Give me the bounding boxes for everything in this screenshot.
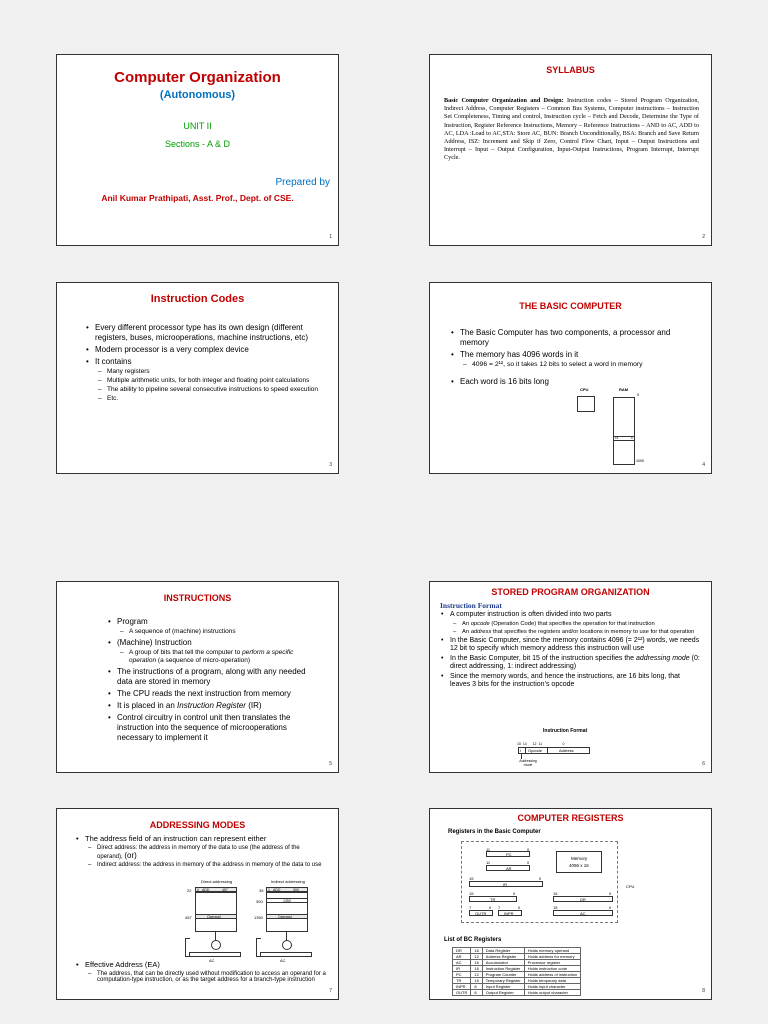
direct-addressing-title: Direct addressing (201, 879, 233, 884)
memory-size: 4096 x 16 (569, 863, 589, 868)
operand: Operand (207, 915, 221, 919)
text-italic: Instruction Register (177, 701, 246, 710)
inpr-register (498, 910, 522, 916)
cpu-label: CPU (626, 884, 635, 889)
table-cell: 12 (471, 954, 482, 960)
text-italic: opcode (470, 620, 490, 627)
table-cell: Address Register (482, 954, 524, 960)
bullet-text: (Machine) Instruction (117, 638, 192, 647)
table-cell: Program Counter (482, 972, 524, 978)
table-cell: Processor register (524, 960, 580, 966)
sub-bullet: – Indirect address: the address in memory of the address in memory of the data to use (97, 862, 326, 869)
slide-number: 4 (702, 462, 705, 468)
word-bit-15: 15 (615, 436, 619, 440)
n15: 15 (553, 891, 558, 896)
syllabus-text (444, 97, 699, 163)
bullet (450, 655, 701, 672)
bullet: • Each word is 16 bits long (460, 377, 699, 387)
bullet (117, 617, 316, 636)
slide4-title: THE BASIC COMPUTER (519, 301, 622, 311)
table-cell: AR (453, 954, 471, 960)
slide6-subtitle: Instruction Format (440, 601, 502, 610)
pointer-value: 1350 (283, 899, 291, 903)
opcode: ADD (273, 888, 281, 892)
text: (0: direct addressing, 1: indirect addressing) (450, 654, 700, 670)
addr-22: 22 (187, 888, 192, 893)
bullet: • Every different processor type has its own design (different registers, buses, microoperations, machine instructions, etc) (95, 323, 324, 343)
table-row (453, 990, 581, 996)
slide-4 (429, 282, 712, 474)
sub-bullet: – The address, that can be directly used without modification to access an operand for a computation-type instruction, or as the target address for a branch-type instruction (97, 971, 326, 984)
bullet (460, 350, 699, 369)
sub-bullet (462, 629, 701, 636)
direct-feedback (185, 938, 190, 957)
memory-box (556, 851, 602, 873)
text: It is placed in an (117, 701, 178, 710)
divider (547, 748, 548, 753)
n15: 15 (469, 876, 474, 881)
ac-register (553, 910, 613, 916)
n0: 0 (609, 891, 612, 896)
direct-ac (189, 952, 241, 957)
table-cell: INPR (453, 984, 471, 990)
ram-addr-0: 0 (637, 392, 640, 397)
n0: 0 (527, 847, 530, 852)
i-field: I (520, 748, 522, 753)
dr-register (553, 896, 613, 902)
table-cell: 8 (471, 990, 482, 996)
memory-label: Memory (571, 856, 588, 861)
slide-number: 7 (329, 988, 332, 994)
address: 300 (293, 888, 299, 892)
text: Direct address: the address in memory of the data to use (the address of the operand), (97, 844, 300, 860)
direct-adder (211, 940, 221, 950)
i-bit: 0 (197, 888, 199, 892)
slide7-title: ADDRESSING MODES (149, 820, 246, 830)
bit-positions: 15 14 12 11 0 (517, 742, 565, 746)
ram-label: RAM (619, 387, 629, 392)
slide1-unit: UNIT II (183, 121, 212, 131)
bc-registers-table (452, 947, 581, 996)
table-cell: Holds address for memory (524, 954, 580, 960)
table-cell: 16 (471, 960, 482, 966)
slide-8 (429, 808, 712, 1000)
slide-number: 8 (702, 988, 705, 994)
text-italic: address (470, 628, 492, 635)
text: An (462, 628, 471, 635)
instruction-word (518, 747, 590, 754)
bullet (117, 638, 316, 665)
bullet (85, 835, 326, 869)
bullet: • Control circuitry in control unit then translates the instruction into the sequence of microoperations necessary to implement it (117, 713, 316, 743)
list-title: List of BC Registers (444, 937, 502, 943)
n11: 11 (486, 860, 491, 865)
slide2-title: SYLLABUS (546, 65, 595, 75)
slide-number: 6 (702, 761, 705, 767)
slide8-title: COMPUTER REGISTERS (517, 813, 624, 823)
bullet: • The CPU reads the next instruction from memory (117, 689, 316, 699)
bullet-text: The memory has 4096 words in it (460, 350, 579, 359)
n0: 0 (609, 905, 612, 910)
table-cell: 16 (471, 978, 482, 984)
n7: 7 (498, 905, 501, 910)
table-cell: Input Register (482, 984, 524, 990)
indirect-adder (282, 940, 292, 950)
sub-bullet: – Multiple arithmetic units, for both integer and floating point calculations (107, 377, 324, 385)
table-cell: DR (453, 948, 471, 954)
slide1-prepared-by: Prepared by (275, 177, 330, 188)
address-field: Address (559, 748, 574, 753)
table-cell: 16 (471, 948, 482, 954)
text: that specifies the registers and/or locations in memory to use for that operation (491, 628, 695, 635)
sub-bullet: – A sequence of (machine) instructions (129, 628, 316, 636)
slide-2 (429, 54, 712, 246)
text: A group of bits that tell the computer to (129, 649, 243, 656)
table-cell: Data Register (482, 948, 524, 954)
bullet: • In the Basic Computer, since the memory contains 4096 (= 2¹²) words, we needs 12 bit to specify which memory address this instruction will use (450, 637, 701, 654)
sub-bullet (462, 621, 701, 628)
table-cell: Holds output character (524, 990, 580, 996)
slide8-subtitle: Registers in the Basic Computer (448, 829, 541, 835)
or-label: (or) (124, 850, 137, 860)
outr-register (469, 910, 493, 916)
slide-1 (56, 54, 339, 246)
indirect-pointer (266, 898, 308, 903)
bullet-text: Program (117, 617, 148, 626)
cpu-box (577, 396, 595, 412)
ram-box (613, 397, 635, 465)
opcode-field: Opcode (528, 748, 543, 753)
slide-number: 3 (329, 462, 332, 468)
n7: 7 (469, 905, 472, 910)
slide-7 (56, 808, 339, 1000)
table-cell: OUTR (453, 990, 471, 996)
tr-register (469, 896, 517, 902)
text: An (462, 620, 471, 627)
slide-number: 1 (329, 234, 332, 240)
slide1-sections: Sections - A & D (164, 139, 231, 149)
addressing-mode-label: Addressing mode (519, 759, 537, 767)
n15: 15 (553, 905, 558, 910)
table-cell: PC (453, 972, 471, 978)
syllabus-body: Instruction codes – Stored Program Organization, Indirect Address, Computer Registers – Common Bus Systems, Computer instructions – Instruction Set Completeness, Timing and control, Instruction cycle – Fetch and Decode, Determine the Type of Instruction, Register Reference Instructions, Memory – Reference Instructions – AND to AC, ADD to AC, LDA :Load to AC,STA: Store AC, BUN: Branch Unconditionally, BSA: Branch and Save Return Address, ISZ: Increment and Skip if Zero, Control Flow Chart, Input – Output Instructions and Interrupt – Input – Output Configuration, Input-Output Instructions, Program Interrupt, Interrupt Cycle. (444, 97, 699, 162)
n0: 0 (513, 891, 516, 896)
text-italic: addressing mode (636, 654, 690, 662)
indirect-addressing-title: Indirect addressing (271, 879, 305, 884)
sub-bullet: – 4096 = 2¹², so it takes 12 bits to select a word in memory (472, 361, 699, 369)
bullet (85, 961, 326, 984)
n11: 11 (486, 847, 491, 852)
n0: 0 (489, 905, 492, 910)
opcode: ADD (202, 888, 210, 892)
slide1-title: Computer Organization (114, 69, 281, 86)
slide1-subtitle: (Autonomous) (159, 89, 236, 101)
text: (a sequence of micro-operation) (156, 657, 251, 664)
bullet (450, 611, 701, 636)
slide-5 (56, 581, 339, 773)
syllabus-heading: Basic Computer Organization and Design: (444, 97, 564, 104)
table-cell: Holds address of instruction (524, 972, 580, 978)
word-bit-0: 0 (631, 436, 633, 440)
n0: 0 (539, 876, 542, 881)
tr-label: TR (490, 897, 496, 902)
table-cell: Accumulator (482, 960, 524, 966)
table-cell: 8 (471, 984, 482, 990)
addr-300: 300 (256, 899, 263, 904)
indirect-ac (260, 952, 312, 957)
slide-3 (56, 282, 339, 474)
table-cell: 12 (471, 972, 482, 978)
direct-operand (195, 914, 237, 919)
ram-addr-4095: 4095 (636, 459, 644, 463)
table-cell: Instruction Register (482, 966, 524, 972)
dr-label: DR (580, 897, 586, 902)
table-cell: Output Register (482, 990, 524, 996)
table-cell: Holds memory operand (524, 948, 580, 954)
ir-register (469, 881, 543, 887)
sub-bullet: – The ability to pipeline several consecutive instructions to speed execution (107, 386, 324, 394)
ar-register (486, 865, 530, 871)
slide3-title: Instruction Codes (150, 293, 245, 305)
ar-label: AR (506, 866, 512, 871)
slide5-title: INSTRUCTIONS (163, 593, 232, 603)
sub-bullet (129, 649, 316, 665)
table-cell: Holds input character (524, 984, 580, 990)
table-cell: IR (453, 966, 471, 972)
bullet (95, 357, 324, 403)
outr-label: OUTR (475, 911, 487, 916)
cpu-label: CPU (580, 387, 589, 392)
bullet-text: The address field of an instruction can represent either (85, 834, 267, 843)
i-bit: 1 (268, 888, 270, 892)
indirect-feedback (256, 938, 261, 957)
operand: Operand (278, 915, 292, 919)
bullet (117, 701, 316, 711)
table-cell: TR (453, 978, 471, 984)
ir-label: IR (503, 882, 507, 887)
slide-number: 5 (329, 761, 332, 767)
sub-bullet: – Many registers (107, 368, 324, 376)
text: (IR) (245, 701, 262, 710)
direct-memory (195, 892, 237, 932)
indirect-operand (266, 914, 308, 919)
table-cell: AC (453, 960, 471, 966)
slide-6 (429, 581, 712, 773)
n15: 15 (469, 891, 474, 896)
bullet: • The Basic Computer has two components, a processor and memory (460, 328, 699, 348)
ac-label: AC (580, 911, 586, 916)
inpr-label: INPR (504, 911, 514, 916)
instruction-format-title: Instruction Format (543, 728, 588, 734)
text: In the Basic Computer, bit 15 of the instruction specifies the (450, 654, 636, 662)
slide1-author: Anil Kumar Prathipati, Asst. Prof., Dept. of CSE. (101, 193, 294, 203)
table-cell: Holds temporary data (524, 978, 580, 984)
bullet: • Modern processor is a very complex device (95, 345, 324, 355)
text: (Operation Code) that specifies the operation for that instruction (489, 620, 655, 627)
sub-bullet (97, 845, 326, 861)
text-italic: perform a specific operation (129, 649, 294, 664)
addr-1350: 1350 (254, 915, 263, 920)
bullet-text: A computer instruction is often divided into two parts (450, 611, 612, 618)
n0: 0 (527, 860, 530, 865)
table-cell: Temporary Register (482, 978, 524, 984)
table-cell: Holds instruction code (524, 966, 580, 972)
direct-ac-label: AC (209, 958, 215, 963)
addr-457: 457 (185, 915, 192, 920)
slide-number: 2 (702, 234, 705, 240)
pc-label: PC (506, 852, 512, 857)
pc-register (486, 851, 530, 857)
bullet-text: Effective Address (EA) (85, 960, 160, 969)
sub-bullet: – Etc. (107, 395, 324, 403)
indirect-ac-label: AC (280, 958, 286, 963)
addr-35: 35 (259, 888, 264, 893)
address: 457 (222, 888, 228, 892)
divider (525, 748, 526, 753)
slide6-title: STORED PROGRAM ORGANIZATION (491, 587, 650, 597)
table-cell: 16 (471, 966, 482, 972)
n0: 0 (518, 905, 521, 910)
bullet-text: It contains (95, 357, 132, 366)
bullet: • The instructions of a program, along with any needed data are stored in memory (117, 667, 316, 687)
bullet: • Since the memory words, and hence the instructions, are 16 bits long, that leaves 3 bits for the instruction’s opcode (450, 673, 701, 690)
